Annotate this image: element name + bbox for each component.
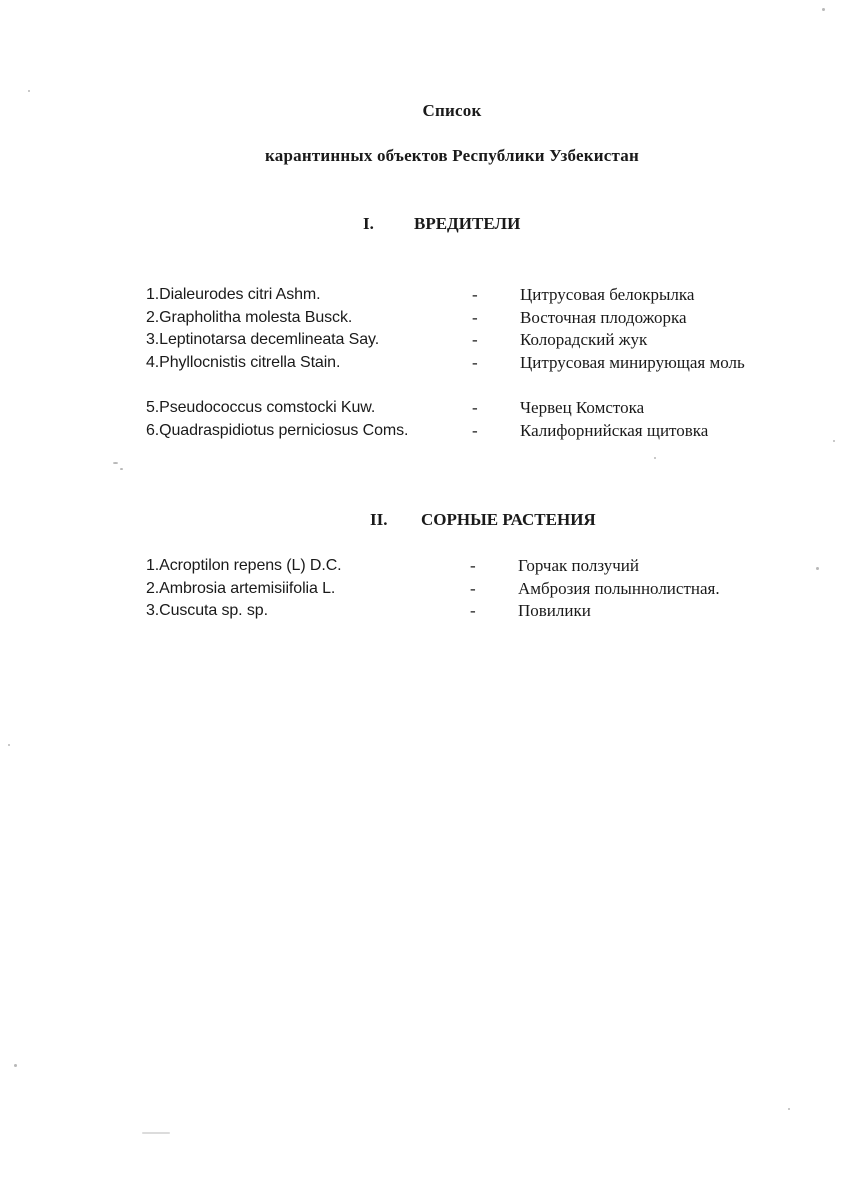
section-number: I. [363,214,374,233]
russian-name: Амброзия полыннолистная. [518,578,720,598]
russian-name: Червец Комстока [520,398,645,418]
list-item [146,352,786,397]
section-heading-weeds [370,510,596,530]
section-title: СОРНЫЕ РАСТЕНИЯ [421,510,596,529]
separator-dash: - [472,307,478,327]
pests-list [146,284,786,443]
russian-name: Цитрусовая минирующая моль [520,353,745,373]
scan-speck [28,90,30,92]
separator-dash: - [472,421,478,441]
latin-name: 2.Grapholitha molesta Busck. [146,308,353,326]
separator-dash: - [472,398,478,418]
document-subtitle: карантинных объектов Республики Узбекистан [265,146,639,165]
list-item [146,555,786,578]
separator-dash: - [472,330,478,350]
scan-speck [788,1108,790,1110]
weeds-list [146,555,786,623]
latin-name: 4.Phyllocnistis citrella Stain. [146,354,341,372]
section-heading-pests [363,214,520,234]
list-item [146,284,786,307]
scan-speck [833,440,835,442]
russian-name: Колорадский жук [520,330,648,350]
list-item [146,578,786,601]
separator-dash: - [470,601,476,621]
russian-name: Повилики [518,601,591,621]
list-item [146,420,786,443]
scan-speck [654,457,656,459]
russian-name: Горчак ползучий [518,556,639,575]
latin-name: 5.Pseudococcus comstocki Kuw. [146,399,376,417]
scan-speck [822,8,825,11]
separator-dash: - [472,353,478,373]
russian-name: Цитрусовая белокрылка [520,285,695,304]
latin-name: 3.Cuscuta sp. sp. [146,602,268,620]
separator-dash: - [472,285,478,304]
scan-speck [113,462,118,464]
list-item [146,307,786,330]
scan-speck [14,1064,17,1067]
russian-name: Калифорнийская щитовка [520,421,709,441]
latin-name: 1.Acroptilon repens (L) D.C. [146,557,342,574]
scan-speck [816,567,819,570]
section-number: II. [370,510,388,529]
latin-name: 3.Leptinotarsa decemlineata Say. [146,331,380,349]
list-item [146,329,786,352]
section-title: ВРЕДИТЕЛИ [414,214,521,233]
latin-name: 6.Quadraspidiotus perniciosus Coms. [146,422,409,440]
scan-speck [142,1132,170,1134]
list-item [146,397,786,420]
latin-name: 1.Dialeurodes citri Ashm. [146,286,321,303]
russian-name: Восточная плодожорка [520,307,687,327]
latin-name: 2.Ambrosia artemisiifolia L. [146,579,336,597]
scan-speck [8,744,10,746]
separator-dash: - [470,556,476,575]
separator-dash: - [470,578,476,598]
scan-speck [120,468,123,470]
list-item [146,600,786,623]
document-title: Список [422,101,482,120]
